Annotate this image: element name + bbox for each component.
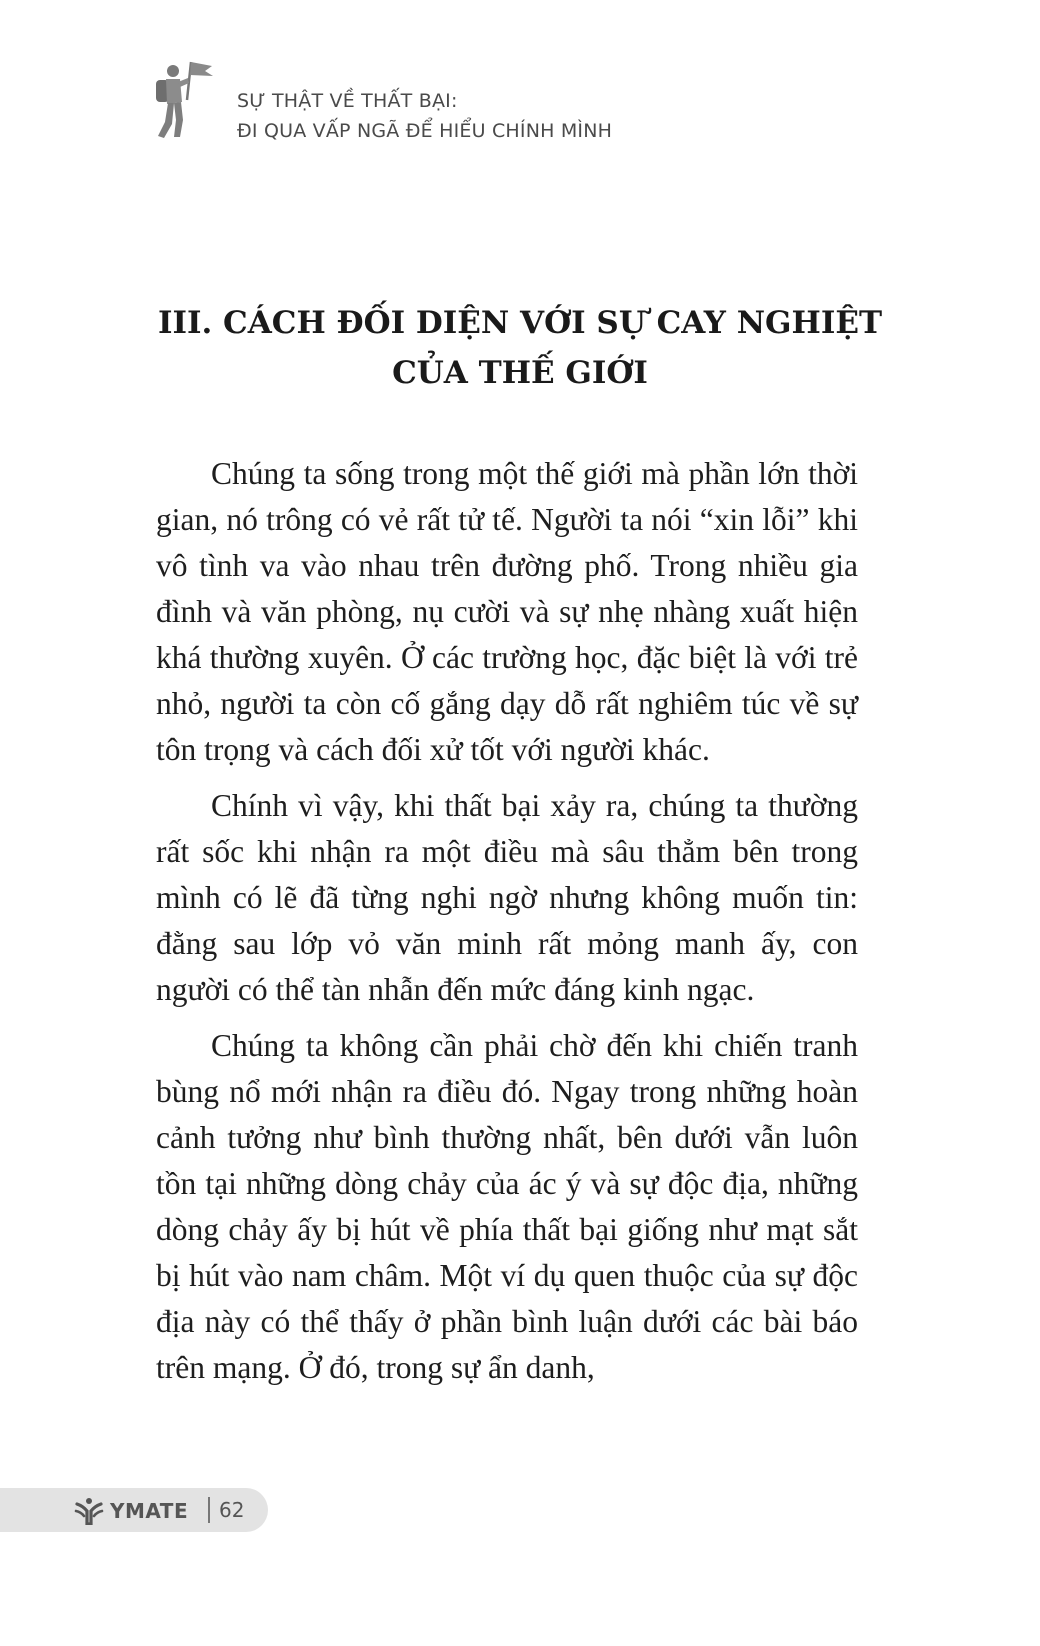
chapter-heading-line-1: III. CÁCH ĐỐI DIỆN VỚI SỰ CAY NGHIỆT xyxy=(157,305,883,341)
page-number: 62 xyxy=(219,1498,245,1522)
paragraph: Chính vì vậy, khi thất bại xảy ra, chúng ta thường rất sốc khi nhận ra một điều mà sâu thẳm bên trong mình có lẽ đã từng nghi ngờ nhưng không muốn tin: đằng sau lớp vỏ văn minh rất mỏng manh ấy, con người có thể tàn nhẫn đến mức đáng kinh ngạc. xyxy=(156,788,858,1007)
page-footer-tab xyxy=(0,1488,268,1532)
ymate-logo-icon xyxy=(74,1497,104,1525)
footer-divider xyxy=(208,1497,210,1523)
paragraph: Chúng ta không cần phải chờ đến khi chiến tranh bùng nổ mới nhận ra điều đó. Ngay trong những hoàn cảnh tưởng như bình thường nhất, bên dưới vẫn luôn tồn tại những dòng chảy của ác ý và sự độc địa, những dòng chảy ấy bị hút về phía thất bại giống như mạt sắt bị hút vào nam châm. Một ví dụ quen thuộc của sự độc địa này có thể thấy ở phần bình luận dưới các bài báo trên mạng. Ở đó, trong sự ẩn danh, xyxy=(156,1028,858,1385)
chapter-heading-line-2: CỦA THẾ GIỚI xyxy=(392,355,648,391)
book-title-line-1: SỰ THẬT VỀ THẤT BẠI: xyxy=(237,90,458,112)
chapter-heading xyxy=(120,298,920,398)
publisher-brand: YMATE xyxy=(110,1499,189,1523)
body-text xyxy=(156,451,858,1401)
running-header xyxy=(150,58,650,148)
book-title xyxy=(237,86,612,146)
book-title-line-2: ĐI QUA VẤP NGÃ ĐỂ HIỂU CHÍNH MÌNH xyxy=(237,120,613,142)
hiker-with-flag-icon xyxy=(150,58,220,143)
paragraph: Chúng ta sống trong một thế giới mà phần lớn thời gian, nó trông có vẻ rất tử tế. Người ta nói “xin lỗi” khi vô tình va vào nhau trên đường phố. Trong nhiều gia đình và văn phòng, nụ cười và sự nhẹ nhàng xuất hiện khá thường xuyên. Ở các trường học, đặc biệt là với trẻ nhỏ, người ta còn cố gắng dạy dỗ rất nghiêm túc về sự tôn trọng và cách đối xử tốt với người khác. xyxy=(156,456,858,767)
